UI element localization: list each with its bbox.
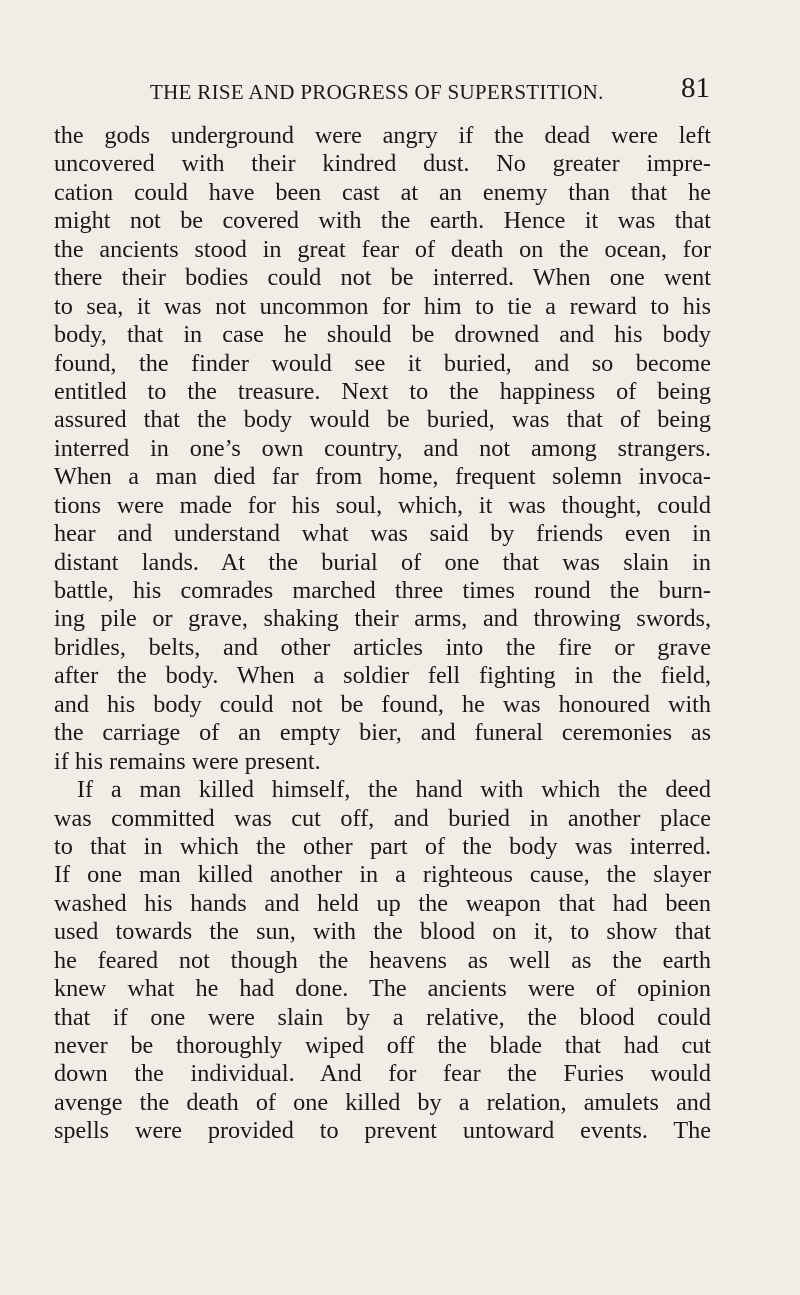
text-line: the gods underground were angry if the dead were left — [54, 122, 711, 149]
text-line: entitled to the treasure. Next to the happiness of being — [54, 377, 711, 405]
text-line: ing pile or grave, shaking their arms, and throwing swords, — [54, 605, 711, 633]
text-line: assured that the body would be buried, was that of being — [54, 406, 711, 434]
text-line: the ancients stood in great fear of death on the ocean, for — [54, 235, 711, 263]
text-line: If one man killed another in a righteous cause, the slayer — [54, 861, 711, 889]
running-title: THE RISE AND PROGRESS OF SUPERSTITION. — [150, 80, 604, 104]
text-line: might not be covered with the earth. Hence it was that — [54, 207, 711, 235]
text-line: hear and understand what was said by friends even in — [54, 520, 711, 548]
text-line: used towards the sun, with the blood on it, to show that — [54, 918, 711, 946]
text-line: If a man killed himself, the hand with which the deed — [77, 776, 711, 804]
text-line: bridles, belts, and other articles into the fire or grave — [54, 633, 711, 661]
text-line: down the individual. And for fear the Furies would — [54, 1060, 711, 1088]
text-line: tions were made for his soul, which, it was thought, could — [54, 491, 711, 519]
text-line: distant lands. At the burial of one that was slain in — [54, 548, 711, 576]
page-number: 81 — [681, 72, 710, 104]
body-text — [54, 122, 711, 1146]
text-line: was committed was cut off, and buried in another place — [54, 804, 711, 832]
text-line: battle, his comrades marched three times round the burn- — [54, 577, 711, 604]
text-line: body, that in case he should be drowned and his body — [54, 321, 711, 349]
text-line: avenge the death of one killed by a relation, amulets and — [54, 1088, 711, 1116]
text-line: cation could have been cast at an enemy than that he — [54, 178, 711, 206]
text-line: there their bodies could not be interred. When one went — [54, 264, 711, 292]
text-line: after the body. When a soldier fell fighting in the field, — [54, 662, 711, 690]
text-line: that if one were slain by a relative, the blood could — [54, 1003, 711, 1031]
text-line: found, the finder would see it buried, and so become — [54, 349, 711, 377]
text-line: spells were provided to prevent untoward events. The — [54, 1117, 711, 1145]
text-line: knew what he had done. The ancients were of opinion — [54, 975, 711, 1003]
running-head — [150, 72, 710, 112]
text-line: the carriage of an empty bier, and funeral ceremonies as — [54, 719, 711, 747]
text-line: interred in one’s own country, and not among strangers. — [54, 434, 711, 462]
text-line: uncovered with their kindred dust. No greater impre- — [54, 150, 711, 178]
text-line: never be thoroughly wiped off the blade that had cut — [54, 1032, 711, 1059]
text-line: he feared not though the heavens as well as the earth — [54, 946, 711, 974]
text-line: to sea, it was not uncommon for him to tie a reward to his — [54, 292, 711, 320]
text-line: and his body could not be found, he was honoured with — [54, 690, 711, 718]
text-line: washed his hands and held up the weapon that had been — [54, 889, 711, 917]
text-line: When a man died far from home, frequent solemn invoca- — [54, 463, 711, 491]
text-line: if his remains were present. — [54, 747, 321, 775]
text-line: to that in which the other part of the body was interred. — [54, 832, 711, 860]
